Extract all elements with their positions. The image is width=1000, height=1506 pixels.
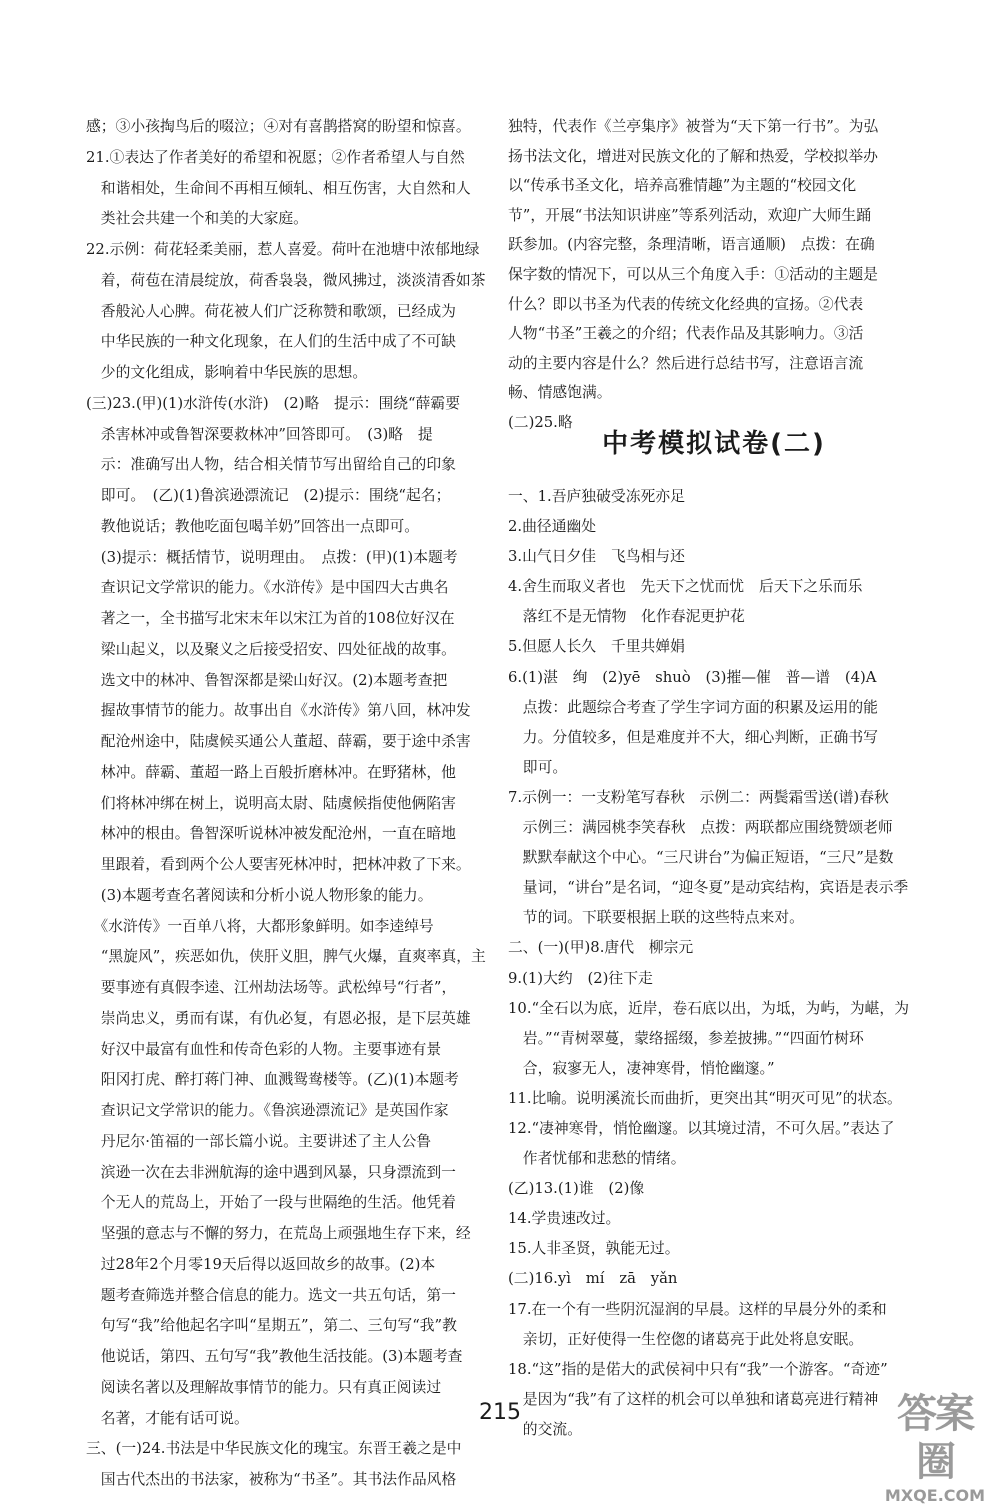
text-line: 17.在一个有一些阴沉湿润的早晨。这样的早晨分外的柔和 (508, 1300, 887, 1318)
text-line: 阅读名著以及理解故事情节的能力。只有真正阅读过 (86, 1378, 442, 1396)
text-line: 着，荷苞在清晨绽放，荷香袅袅，微风拂过，淡淡清香如茶 (86, 271, 486, 289)
text-line: 6.(1)湛 绚 (2)yē shuò (3)摧—催 普—谱 (4)A (508, 668, 877, 686)
text-line: 10.“全石以为底，近岸，卷石底以出，为坻，为屿，为嵁，为 (508, 999, 910, 1017)
text-line: 22.示例：荷花轻柔美丽，惹人喜爱。荷叶在池塘中浓郁地绿 (86, 241, 480, 258)
text-line: “黑旋风”，疾恶如仇，侠肝义胆，脾气火爆，直爽率真，主 (86, 948, 486, 966)
text-line: 合，寂寥无人，凄神寒骨，悄怆幽邃。” (508, 1059, 775, 1077)
text-line: 《水浒传》一百单八将，大都形象鲜明。如李逵绰号 (86, 917, 434, 935)
watermark-logo (880, 1390, 990, 1505)
text-line: 的交流。 (508, 1420, 582, 1438)
text-line: 5.但愿人长久 千里共婵娟 (508, 638, 685, 656)
text-line: 点拨：此题综合考查了学生字词方面的积累及运用的能 (508, 698, 878, 716)
text-line: 们将林冲绑在树上，说明高太尉、陆虞候指使他俩陷害 (86, 794, 456, 812)
text-line: 岩。”“青树翠蔓，蒙络摇缀，参差披拂。”“四面竹树环 (508, 1029, 864, 1047)
text-line: 12.“凄神寒骨，悄怆幽邃。以其境过清，不可久居。”表达了 (508, 1119, 895, 1137)
text-line: 杀害林冲或鲁智深要救林冲”回答即可。 (3)略 提 (86, 425, 433, 443)
text-line: 扬书法文化，增进对民族文化的了解和热爱，学校拟举办 (508, 147, 878, 165)
text-line: (3)提示：概括情节，说明理由。 点拨：(甲)(1)本题考 (86, 548, 458, 566)
text-line: 即可。 (508, 758, 568, 776)
text-line: 18.“这”指的是偌大的武侯祠中只有“我”一个游客。“奇迹” (508, 1360, 888, 1378)
right-column-bottom (508, 482, 920, 1445)
text-line: 作者忧郁和悲愁的情绪。 (508, 1150, 686, 1168)
text-line: 14.学贵速改过。 (508, 1210, 621, 1228)
text-line: 亲切，正好使得一生倥偬的诸葛亮于此处将息安眠。 (508, 1330, 864, 1348)
text-line: 力。分值较多，但是难度并不大，细心判断，正确书写 (508, 728, 878, 746)
text-line: 查识记文学常识的能力。《鲁滨逊漂流记》是英国作家 (86, 1102, 449, 1119)
text-line: (二)25.略 (508, 413, 573, 431)
text-line: 梁山起义，以及聚义之后接受招安、四处征战的故事。 (86, 640, 456, 658)
text-line: (三)23.(甲)(1)水浒传(水浒) (2)略 提示：围绕“薛霸要 (86, 394, 460, 412)
text-line: 教他说话；教他吃面包喝羊奶”回答出一点即可。 (86, 517, 420, 535)
text-line: 句写“我”给他起名字叫“星期五”，第二、三句写“我”教 (86, 1317, 457, 1335)
text-line: 国古代杰出的书法家，被称为“书圣”。其书法作品风格 (86, 1471, 457, 1488)
text-line: 好汉中最富有血性和传奇色彩的人物。主要事迹有景 (86, 1040, 442, 1058)
text-line: 即可。 (乙)(1)鲁滨逊漂流记 (2)提示：围绕“起名； (86, 487, 451, 504)
watermark-logo-url: MXQE.COM (884, 1486, 986, 1505)
text-line: 配沧州途中，陆虞候买通公人董超、薛霸，要于途中杀害 (86, 733, 471, 750)
text-line: 林冲。薛霸、董超一路上百般折磨林冲。在野猪林，他 (86, 763, 456, 781)
text-line: 独特，代表作《兰亭集序》被誉为“天下第一行书”。为弘 (508, 118, 879, 135)
text-line: (乙)13.(1)谁 (2)像 (508, 1180, 645, 1198)
text-line: 阳冈打虎、醉打蒋门神、血溅鸳鸯楼等。(乙)(1)本题考 (86, 1071, 459, 1089)
text-line: 量词，“讲台”是名词，“迎冬夏”是动宾结构，宾语是表示季 (508, 879, 909, 897)
text-line: 是因为“我”有了这样的机会可以单独和诸葛亮进行精神 (508, 1390, 879, 1408)
text-line: 少的文化组成，影响着中华民族的思想。 (86, 364, 368, 381)
text-line: 滨逊一次在去非洲航海的途中遇到风暴，只身漂流到一 (86, 1163, 456, 1181)
text-line: 过28年2个月零19天后得以返回故乡的故事。(2)本 (86, 1255, 436, 1273)
page-number: 215 (479, 1400, 521, 1425)
text-line: 7.示例一：一支粉笔写春秋 示例二：两鬓霜雪送(谱)春秋 (508, 788, 889, 806)
text-line: 落红不是无情物 化作春泥更护花 (508, 608, 745, 626)
text-line: 里跟着，看到两个公人要害死林冲时，把林冲救了下来。 (86, 856, 471, 873)
watermark-logo-text: 答案圈 (897, 1391, 973, 1485)
text-line: 节”，开展“书法知识讲座”等系列活动，欢迎广大师生踊 (508, 206, 872, 224)
text-line: 崇尚忠义，勇而有谋，有仇必复，有恩必报，是下层英雄 (86, 1009, 471, 1027)
text-line: 名著，才能有话可说。 (86, 1409, 249, 1427)
text-line: 9.(1)大约 (2)往下走 (508, 969, 653, 987)
text-line: 2.曲径通幽处 (508, 518, 597, 536)
text-line: 二、(一)(甲)8.唐代 柳宗元 (508, 939, 694, 957)
text-line: 示：准确写出人物，结合相关情节写出留给自己的印象 (86, 456, 456, 474)
text-line: 动的主要内容是什么？然后进行总结书写，注意语言流 (508, 354, 864, 372)
text-line: 要事迹有真假李逵、江州劫法场等。武松绰号“行者”， (86, 979, 457, 996)
text-line: 人物“书圣”王羲之的介绍；代表作品及其影响力。③活 (508, 325, 864, 343)
text-line: 他说话，第四、五句写“我”教他生活技能。(3)本题考查 (86, 1348, 463, 1365)
text-line: 题考查筛选并整合信息的能力。选文一共五句话，第一 (86, 1286, 456, 1304)
text-line: 和谐相处，生命间不再相互倾轧、相互伤害，大自然和人 (86, 179, 471, 197)
text-line: 默默奉献这个中心。“三尺讲台”为偏正短语，“三尺”是数 (508, 849, 894, 867)
text-line: 林冲的根由。鲁智深听说林冲被发配沧州，一直在暗地 (86, 825, 456, 843)
text-line: 节的词。下联要根据上联的这些特点来对。 (508, 909, 804, 927)
text-line: 感；③小孩掏鸟后的啜泣；④对有喜鹊搭窝的盼望和惊喜。 (86, 118, 471, 135)
section-title: 中考模拟试卷(二) (602, 429, 826, 459)
text-line: 3.山气日夕佳 飞鸟相与还 (508, 548, 685, 566)
text-line: 查识记文学常识的能力。《水浒传》是中国四大古典名 (86, 579, 449, 597)
text-line: 保字数的情况下，可以从三个角度入手：①活动的主题是 (508, 265, 878, 283)
text-line: 跃参加。(内容完整，条理清晰，语言通顺) 点拨：在确 (508, 236, 875, 254)
text-line: 类社会共建一个和美的大家庭。 (86, 210, 308, 228)
text-line: 香般沁人心脾。荷花被人们广泛称赞和歌颂，已经成为 (86, 302, 456, 320)
text-line: 4.舍生而取义者也 先天下之忧而忧 后天下之乐而乐 (508, 578, 863, 596)
text-line: 15.人非圣贤，孰能无过。 (508, 1240, 680, 1258)
text-line: 三、(一)24.书法是中华民族文化的瑰宝。东晋王羲之是中 (86, 1440, 462, 1458)
text-line: 个无人的荒岛上，开始了一段与世隔绝的生活。他凭着 (86, 1194, 456, 1212)
text-line: 一、1.吾庐独破受冻死亦足 (508, 488, 685, 505)
text-line: 握故事情节的能力。故事出自《水浒传》第八回，林冲发 (86, 702, 471, 720)
text-line: 什么？即以书圣为代表的传统文化经典的宣扬。②代表 (508, 295, 864, 313)
text-line: (3)本题考查名著阅读和分析小说人物形象的能力。 (86, 886, 433, 904)
text-line: 畅、情感饱满。 (508, 384, 612, 402)
text-line: 以“传承书圣文化，培养高雅情趣”为主题的“校园文化 (508, 177, 857, 195)
left-column (86, 112, 493, 1496)
text-line: 著之一，全书描写北宋末年以宋江为首的108位好汉在 (86, 610, 455, 627)
text-line: 选文中的林冲、鲁智深都是梁山好汉。(2)本题考查把 (86, 671, 448, 689)
right-column-top (508, 112, 920, 438)
text-line: 21.①表达了作者美好的希望和祝愿；②作者希望人与自然 (86, 148, 465, 166)
text-line: 坚强的意志与不懈的努力，在荒岛上顽强地生存下来，经 (86, 1225, 471, 1242)
text-line: 中华民族的一种文化现象，在人们的生活中成了不可缺 (86, 333, 456, 351)
text-line: 丹尼尔·笛福的一部长篇小说。主要讲述了主人公鲁 (86, 1132, 432, 1150)
text-line: (二)16.yì mí zā yǎn (508, 1270, 678, 1288)
text-line: 示例三：满园桃李笑春秋 点拨：两联都应围绕赞颂老师 (508, 819, 893, 837)
text-line: 11.比喻。说明溪流长而曲折，更突出其“明灭可见”的状态。 (508, 1089, 902, 1107)
